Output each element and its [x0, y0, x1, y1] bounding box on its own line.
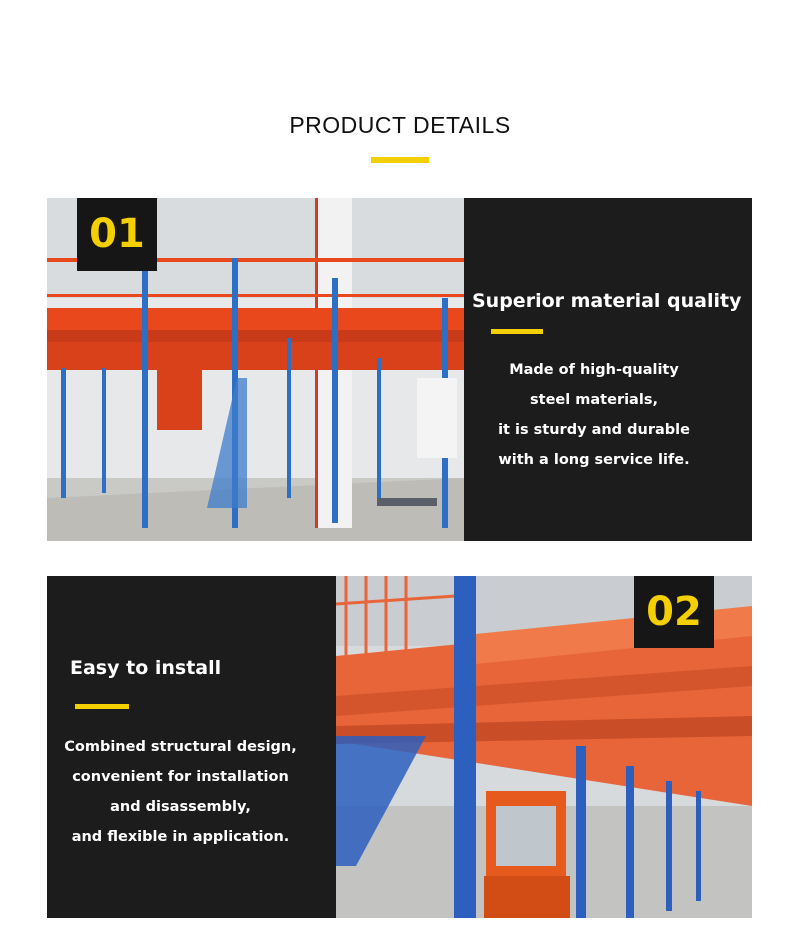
description-line: it is sturdy and durable — [498, 422, 690, 438]
description-line: with a long service life. — [498, 452, 690, 468]
section-description — [47, 732, 314, 852]
section-number-badge: 02 — [634, 576, 714, 648]
section-02-photo — [336, 576, 752, 918]
section-heading: Superior material quality — [472, 290, 742, 312]
section-02-text-panel — [47, 576, 336, 918]
section-01-photo — [47, 198, 464, 541]
heading-underline — [491, 329, 543, 334]
heading-underline — [75, 704, 129, 709]
description-line: steel materials, — [530, 392, 658, 408]
description-line: and disassembly, — [110, 799, 251, 815]
title-underline — [371, 157, 429, 163]
section-01-text-panel — [464, 198, 752, 541]
description-line: Made of high-quality — [509, 362, 679, 378]
description-line: convenient for installation — [72, 769, 289, 785]
description-line: and flexible in application. — [71, 829, 290, 845]
page-title: PRODUCT DETAILS — [289, 112, 511, 138]
section-number-badge: 01 — [77, 198, 157, 271]
section-heading: Easy to install — [70, 657, 222, 679]
section-description — [464, 355, 724, 475]
description-line: Combined structural design, — [64, 739, 297, 755]
